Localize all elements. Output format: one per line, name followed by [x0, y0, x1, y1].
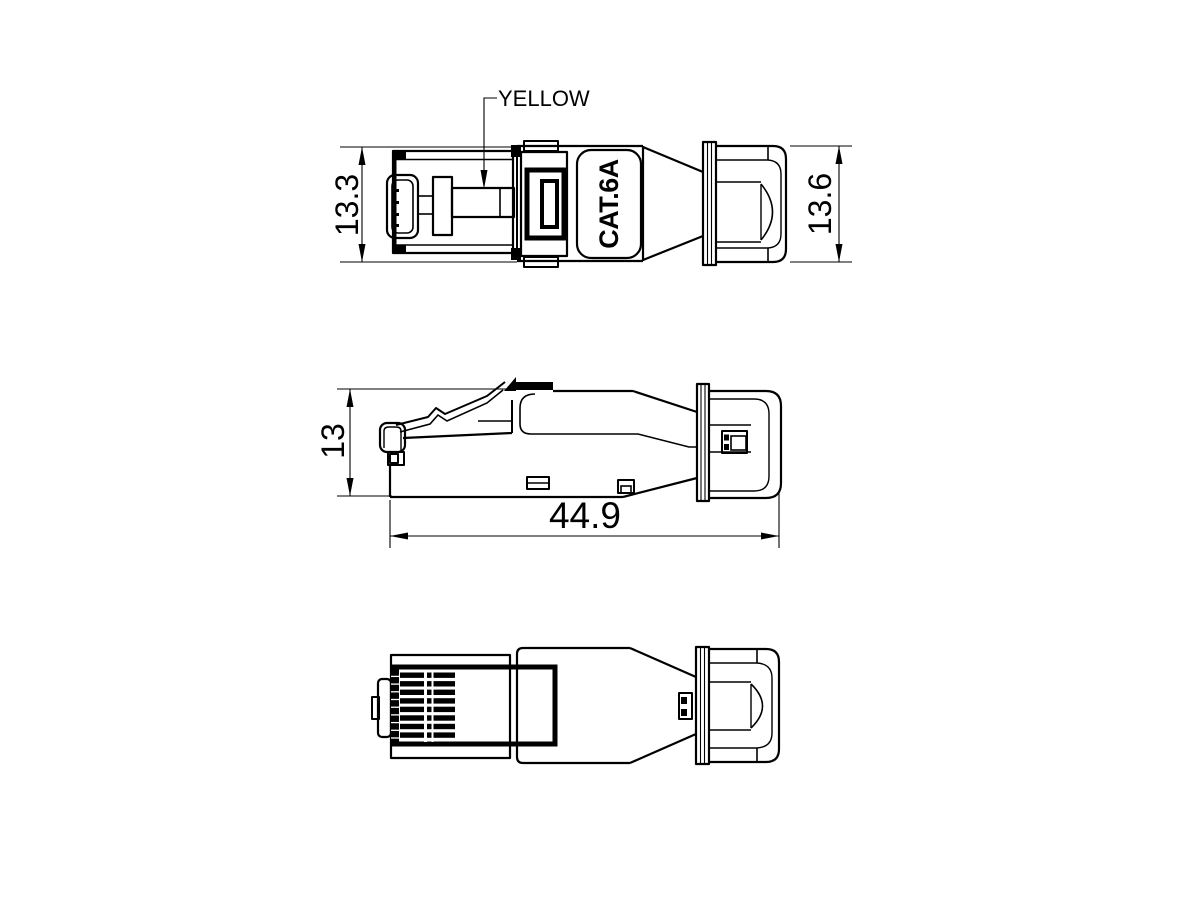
cat6a-marking: CAT.6A	[594, 159, 624, 249]
dim-label-13: 13	[315, 423, 351, 459]
dim-overall-length	[390, 492, 779, 548]
cable-gland-bottom	[709, 649, 779, 762]
cable-gland-side	[709, 391, 781, 498]
clamp-ring-side	[697, 384, 709, 501]
cable-gland-top	[716, 146, 786, 262]
side-view	[315, 377, 781, 548]
plug-nose-bottom	[372, 655, 555, 758]
body-side	[390, 391, 697, 497]
plug-nose-top	[387, 150, 514, 254]
dim-label-13-3: 13.3	[329, 173, 365, 237]
dim-boot-height	[790, 146, 852, 262]
yellow-callout-label: YELLOW	[498, 86, 590, 111]
dim-label-13-6: 13.6	[802, 172, 838, 236]
contact-comb	[391, 668, 455, 744]
bottom-view	[372, 647, 779, 764]
yellow-callout	[481, 86, 590, 189]
top-view	[329, 86, 852, 267]
clamp-ring-bottom	[696, 647, 709, 764]
latch-side	[380, 377, 553, 465]
latch-lock-top	[511, 141, 567, 267]
leader-arrow	[481, 170, 488, 189]
housing-top	[517, 146, 703, 261]
dim-label-44-9: 44.9	[548, 495, 622, 536]
dim-body-height	[315, 389, 508, 496]
clamp-ring-top	[703, 142, 716, 265]
